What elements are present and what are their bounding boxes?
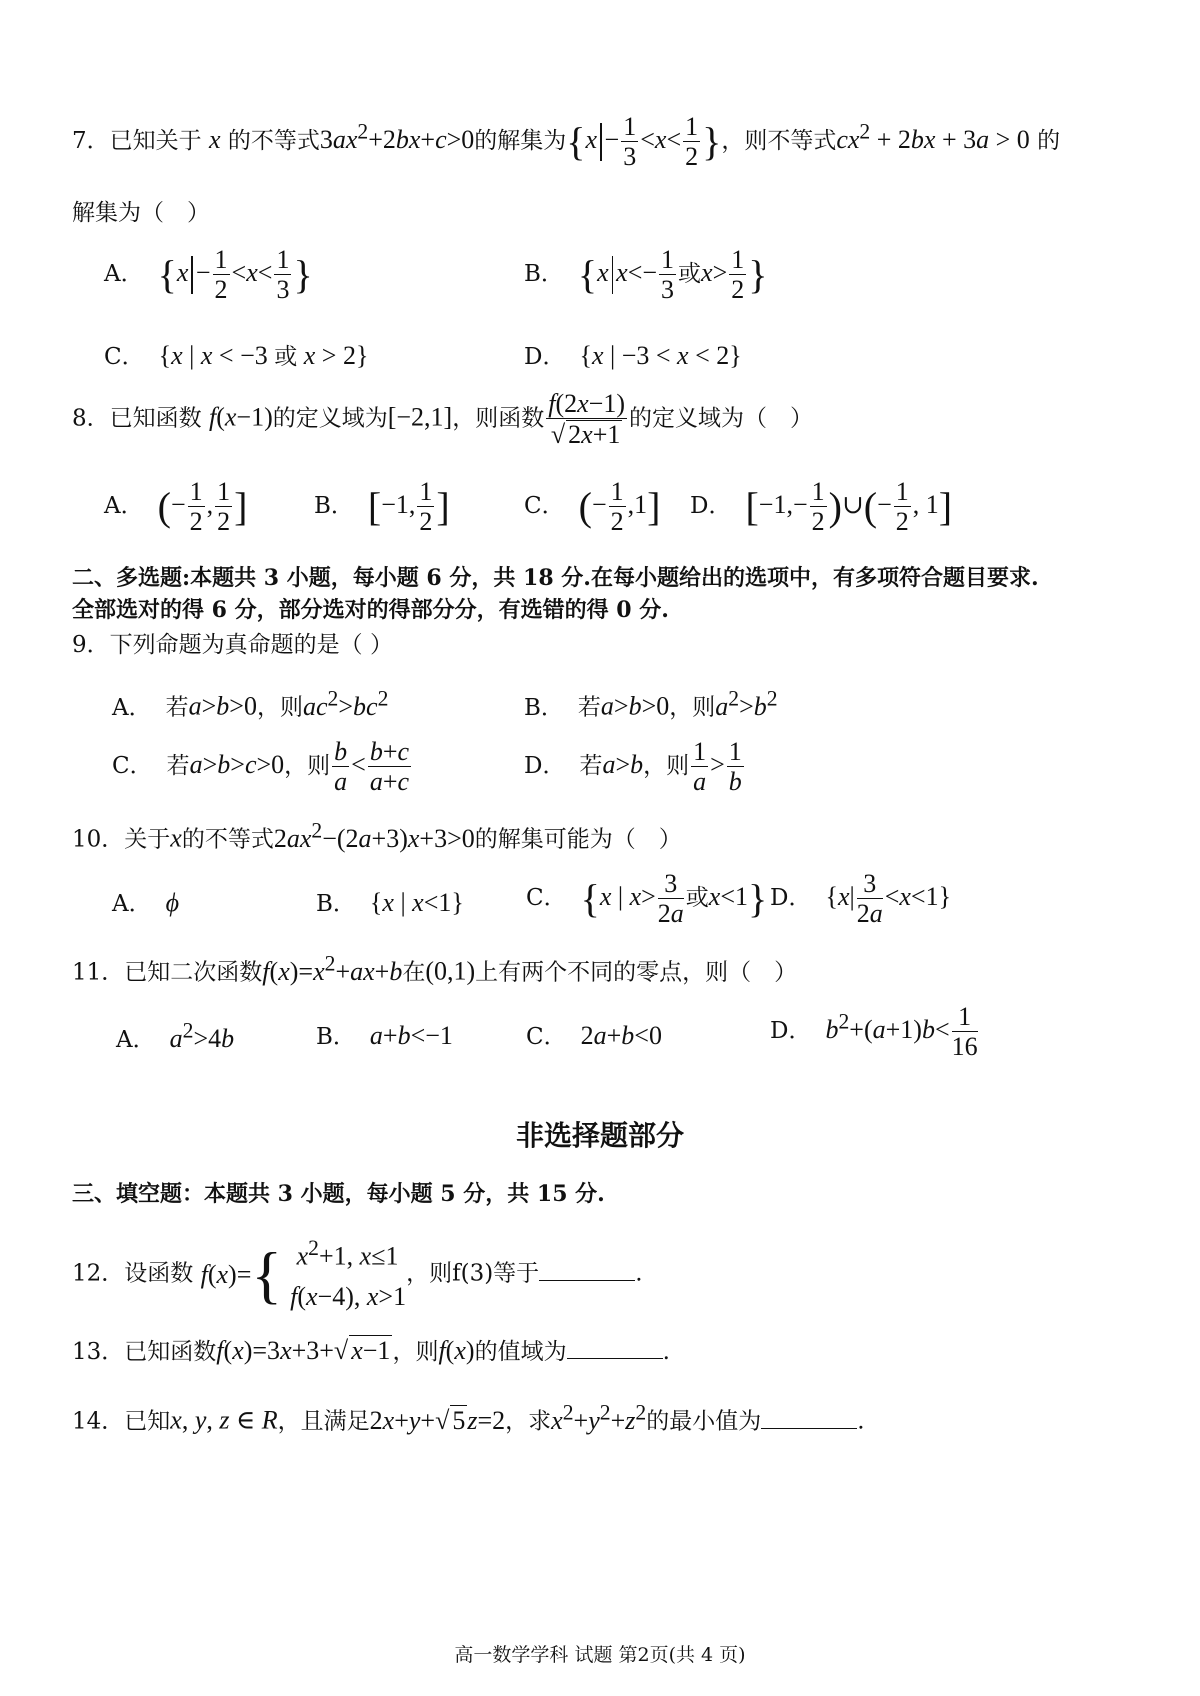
- q11-option-d[interactable]: D． $b^2+(a+1)b<$ $\frac{1}{16}$: [770, 1002, 978, 1062]
- q10-stem: 10．关于x的不等式$2ax^2-(2a+3)x+3>0$的解集可能为（ ）: [72, 818, 682, 853]
- q8-line1: 8．已知函数 f(x−1)的定义域为[−2,1]，则函数 $\frac{f(2x-1)}{√ 2x+1}$ 的定义域为（ ）: [72, 389, 813, 450]
- q9-stem: 9．下列命题为真命题的是（ ）: [72, 632, 393, 658]
- section-nonchoice-title: 非选择题部分: [515, 1119, 684, 1152]
- q11-option-c[interactable]: C． 2a+b<0: [526, 1021, 662, 1050]
- q9-option-c[interactable]: C． 若a>b>c>0，则 $\frac{b}{a}$ < $\frac{b+c}{a+c}$: [112, 737, 410, 797]
- q12-piecewise-function: f ( x )= { $x^2+1$, x≤1 f(x−4), x>1: [200, 1236, 407, 1311]
- q8-option-c[interactable]: C． (− $\frac{1}{2}$ ,1]: [524, 477, 661, 537]
- q13-answer-blank[interactable]: [567, 1338, 663, 1359]
- q10-option-c[interactable]: C． {x | x> $\frac{3}{2a}$ 或x<1}: [526, 869, 768, 929]
- q7-line1: 7．已知关于 x 的不等式$3ax^2+2bx+c>0$的解集为{x − $\frac{1}{3}$ <x< $\frac{1}{2}$ }，则不等式$cx^2 + 2bx + 3a > 0$ 的: [72, 112, 1061, 172]
- q11-stem: 11．已知二次函数$f(x)=x^2+ax+b$在(0,1)上有两个不同的零点，则（ ）: [72, 951, 798, 986]
- q12-answer-blank[interactable]: [539, 1260, 635, 1281]
- q10-option-b[interactable]: B． {x | x<1}: [316, 888, 464, 917]
- q7-solution-set: {x − $\frac{1}{3}$ <x< $\frac{1}{2}$ }: [566, 112, 722, 172]
- q8-option-b[interactable]: B． [−1, $\frac{1}{2}$ ]: [314, 477, 450, 537]
- q11-option-a[interactable]: A． $a^2>4b$: [116, 1018, 235, 1053]
- q10-option-d[interactable]: D． {x| $\frac{3}{2a}$ <x<1}: [770, 869, 952, 929]
- section2-heading-line1: 二、多选题:本题共 3 小题，每小题 6 分，共 18 分.在每小题给出的选项中，有多项符合题目要求.: [72, 565, 1039, 591]
- q7-option-d[interactable]: D． {x | −3 < x < 2}: [524, 341, 742, 370]
- q7-line2: 解集为（ ）: [72, 200, 210, 226]
- q9-option-a[interactable]: A． 若a>b>0，则$ac^2>bc^2$: [112, 686, 389, 721]
- q9-option-d[interactable]: D． 若a>b，则 $\frac{1}{a}$ > $\frac{1}{b}$: [524, 737, 742, 797]
- q7-target-inequality: $cx^2 + 2bx + 3a > 0$: [836, 119, 1030, 154]
- q10-option-a[interactable]: A． ϕ: [112, 888, 180, 917]
- q7-option-a[interactable]: A． {x − $\frac{1}{2}$ <x< $\frac{1}{3}$ }: [104, 245, 313, 305]
- q14-answer-blank[interactable]: [761, 1408, 857, 1429]
- section2-heading-line2: 全部选对的得 6 分，部分选对的得部分分，有选错的得 0 分.: [72, 597, 669, 623]
- q11-option-b[interactable]: B． a+b<−1: [316, 1021, 453, 1050]
- q8-option-a[interactable]: A． (− $\frac{1}{2}$ , $\frac{1}{2}$ ]: [104, 477, 248, 537]
- section3-heading: 三、填空题：本题共 3 小题，每小题 5 分，共 15 分.: [72, 1181, 605, 1207]
- q14-line: 14．已知x, y, z ∈ R，且满足2x+y+√ 5z=2，求$x^2+y^2+z^2$的最小值为 .: [72, 1400, 865, 1435]
- q7-inequality: $3ax^2+2bx+c>0$: [319, 119, 475, 154]
- q9-option-b[interactable]: B． 若a>b>0，则$a^2>b^2$: [524, 686, 778, 721]
- q7-option-c[interactable]: C． {x | x < −3 或 x > 2}: [104, 341, 369, 370]
- page-footer: 高一数学学科 试题 第2页(共 4 页): [454, 1644, 746, 1666]
- q13-line: 13．已知函数f(x)=3x+3+√ x−1，则f(x)的值域为 .: [72, 1336, 670, 1365]
- q12-line: 12．设函数 f ( x )= { $x^2+1$, x≤1 f(x−4), x>1 ，则f(3)等于 .: [72, 1232, 643, 1317]
- q8-option-d[interactable]: D． [−1,− $\frac{1}{2}$ )∪(− $\frac{1}{2}$ , 1]: [690, 477, 953, 537]
- q7-option-b[interactable]: B． {x x<− $\frac{1}{3}$ 或x> $\frac{1}{2}$ }: [524, 245, 768, 305]
